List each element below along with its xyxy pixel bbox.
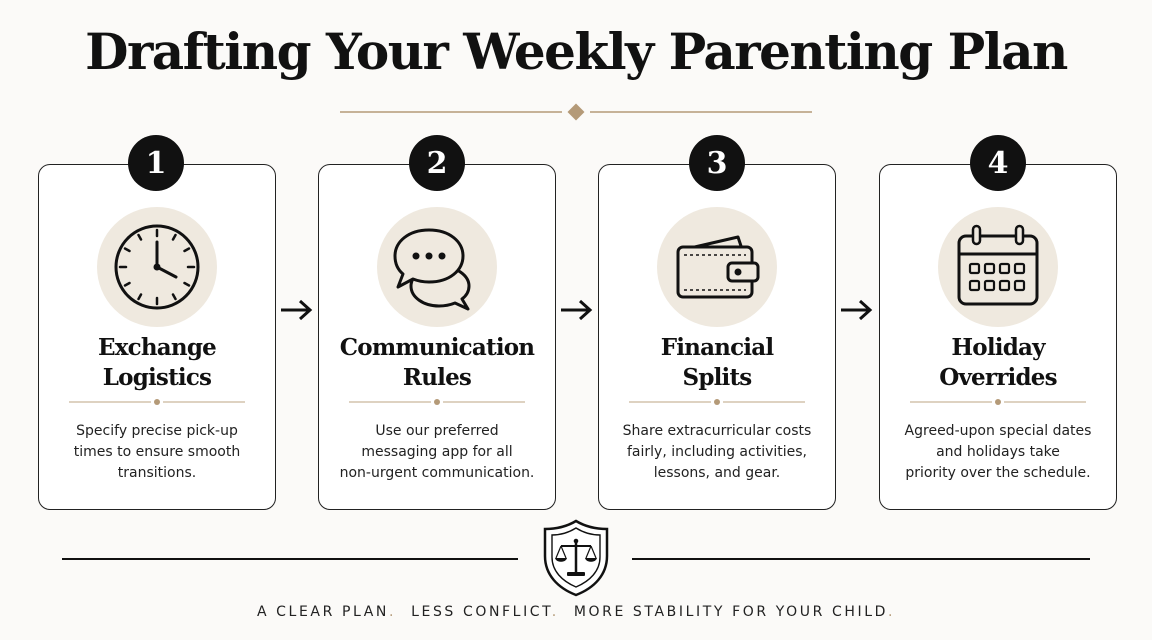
icon-badge xyxy=(938,207,1058,327)
icon-badge xyxy=(97,207,217,327)
icon-badge xyxy=(657,207,777,327)
card-divider xyxy=(910,397,1086,407)
wallet-icon xyxy=(672,227,762,307)
step-card-2 xyxy=(318,164,556,510)
step-description: Share extracurricular costs fairly, including activities, lessons, and gear. xyxy=(622,423,812,481)
step-number-2: 2 xyxy=(409,135,465,191)
step-title: Exchange Logistics xyxy=(98,334,216,391)
step-card-4 xyxy=(879,164,1117,510)
step-description: Agreed-upon special dates and holidays take priority over the schedule. xyxy=(904,423,1092,481)
arrow-right-icon xyxy=(279,298,315,322)
tagline: A CLEAR PLAN. LESS CONFLICT. MORE STABILITY FOR YOUR CHILD. xyxy=(256,604,896,620)
arrow-right-icon xyxy=(839,298,875,322)
title-divider xyxy=(340,102,812,122)
step-title: Communication Rules xyxy=(339,334,535,391)
footer-rule-right xyxy=(632,558,1090,560)
step-title: Holiday Overrides xyxy=(939,334,1057,391)
step-description: Use our preferred messaging app for all non-urgent communication. xyxy=(339,423,535,481)
step-number-4: 4 xyxy=(970,135,1026,191)
chat-bubbles-icon xyxy=(389,222,485,312)
card-divider xyxy=(69,397,245,407)
page-title: Drafting Your Weekly Parenting Plan xyxy=(85,22,1067,81)
step-title: Financial Splits xyxy=(660,334,774,391)
arrow-right-icon xyxy=(559,298,595,322)
card-divider xyxy=(629,397,805,407)
card-divider xyxy=(349,397,525,407)
clock-icon xyxy=(112,222,202,312)
step-number-3: 3 xyxy=(689,135,745,191)
footer-rule-left xyxy=(62,558,518,560)
step-number-1: 1 xyxy=(128,135,184,191)
calendar-icon xyxy=(953,222,1043,312)
icon-badge xyxy=(377,207,497,327)
step-description: Specify precise pick-up times to ensure smooth transitions. xyxy=(73,423,241,481)
step-card-3 xyxy=(598,164,836,510)
shield-scales-icon xyxy=(540,518,612,598)
step-card-1 xyxy=(38,164,276,510)
